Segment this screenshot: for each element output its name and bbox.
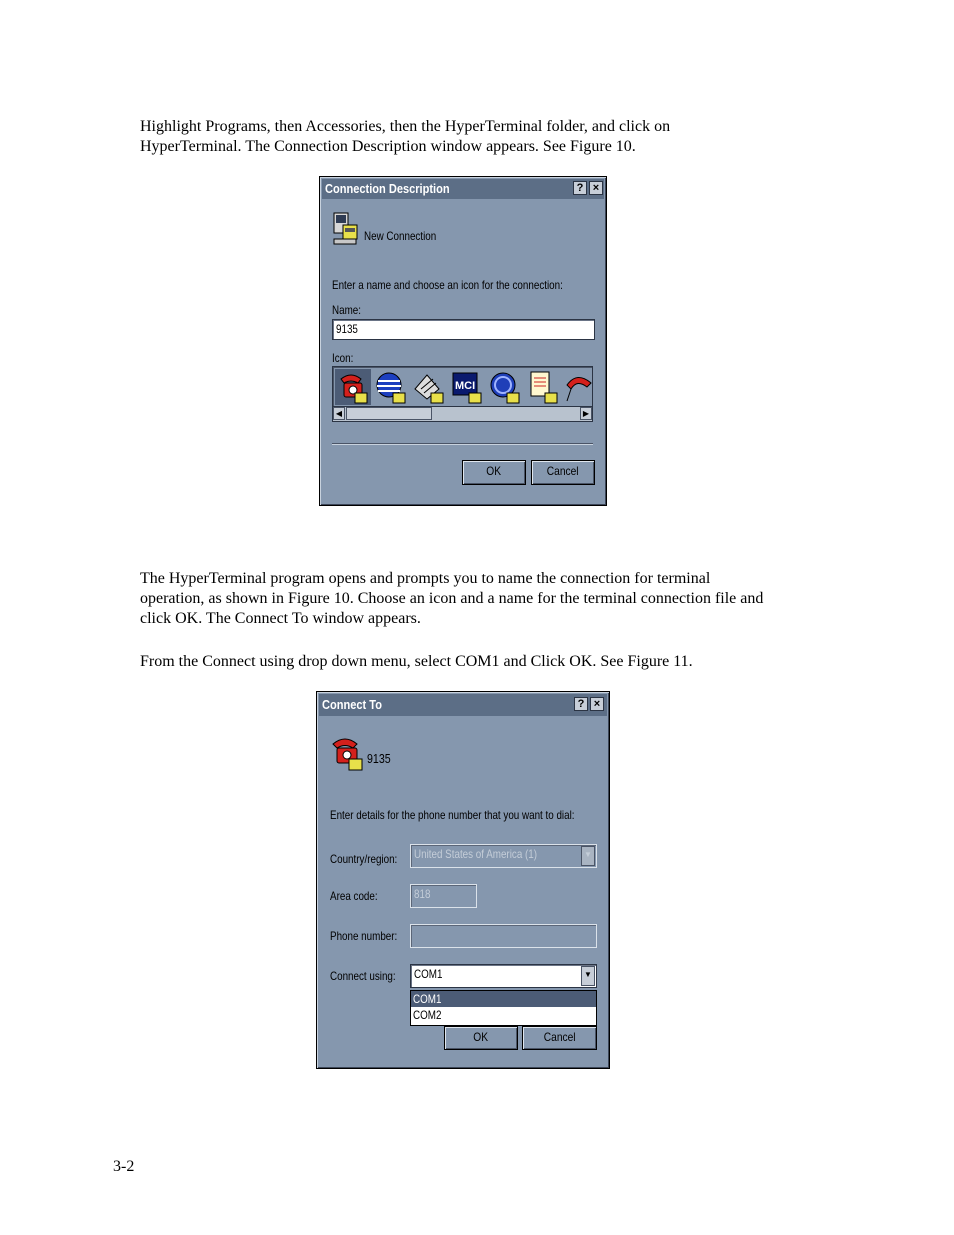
option-com1[interactable]: COM1 — [411, 991, 596, 1007]
intro-paragraph — [140, 117, 670, 157]
help-button[interactable]: ? — [573, 181, 587, 195]
icon-label: Icon: — [332, 351, 354, 365]
connect-using-select[interactable] — [410, 964, 597, 988]
scroll-right-icon[interactable]: ▶ — [580, 407, 592, 420]
page-number: 3-2 — [113, 1158, 135, 1175]
area-code-label: Area code: — [330, 889, 378, 903]
document-icon[interactable] — [525, 369, 561, 405]
option-com2[interactable]: COM2 — [413, 1008, 442, 1022]
ge-icon[interactable] — [487, 369, 523, 405]
middle-paragraph — [140, 569, 763, 629]
connect-to-dialog — [316, 691, 610, 1069]
intro-line-2: HyperTerminal. The Connection Description window appears. See Figure 10. — [140, 138, 636, 155]
help-button[interactable]: ? — [574, 697, 588, 711]
name-label: Name: — [332, 303, 361, 317]
country-value: United States of America (1) — [414, 847, 538, 861]
globe-icon[interactable] — [373, 369, 409, 405]
close-button[interactable]: × — [590, 697, 604, 711]
connect-using-label: Connect using: — [330, 969, 396, 983]
mci-text: MCI — [455, 380, 476, 392]
name-input[interactable] — [332, 319, 595, 340]
icon-picker[interactable] — [332, 366, 593, 422]
new-connection-label: New Connection — [364, 229, 437, 243]
phone-number-input — [410, 924, 597, 948]
dialog-title: Connection Description — [325, 181, 450, 196]
area-code-value: 818 — [414, 887, 431, 901]
cancel-button[interactable]: Cancel — [531, 460, 595, 485]
connect-using-value: COM1 — [414, 967, 443, 981]
middle-line-1: The HyperTerminal program opens and prompts you to name the connection for terminal — [140, 570, 711, 587]
ok-button[interactable]: OK — [462, 460, 526, 485]
connect-using-dropdown-list[interactable] — [410, 990, 597, 1026]
connection-name: 9135 — [367, 751, 391, 766]
middle-line-3: click OK. The Connect To window appears. — [140, 610, 421, 627]
title-bar — [322, 179, 604, 199]
country-label: Country/region: — [330, 852, 398, 866]
close-button[interactable]: × — [589, 181, 603, 195]
connection-prompt: Enter a name and choose an icon for the connection: — [332, 278, 563, 292]
intro-line-1: Highlight Programs, then Accessories, then the HyperTerminal folder, and click on — [140, 118, 671, 135]
phone-icon — [329, 732, 365, 772]
ok-button[interactable]: OK — [444, 1026, 518, 1050]
instruction-line: From the Connect using drop down menu, select COM1 and Click OK. See Figure 11. — [140, 653, 693, 670]
new-connection-icon — [331, 211, 361, 247]
phone-number-label: Phone number: — [330, 929, 398, 943]
scroll-thumb[interactable] — [346, 407, 432, 420]
instruction-paragraph — [140, 652, 693, 672]
connection-description-dialog — [319, 176, 607, 506]
title-bar — [319, 694, 607, 716]
chevron-down-icon: ▼ — [581, 846, 595, 866]
dial-prompt: Enter details for the phone number that you want to dial: — [330, 808, 575, 822]
country-select — [410, 844, 597, 868]
chevron-down-icon[interactable]: ▼ — [581, 966, 595, 986]
mci-icon[interactable] — [449, 369, 485, 405]
satellite-icon[interactable] — [411, 369, 447, 405]
separator — [332, 443, 593, 445]
cancel-button[interactable]: Cancel — [522, 1026, 597, 1050]
icon-scrollbar[interactable] — [333, 406, 592, 421]
middle-line-2: operation, as shown in Figure 10. Choose an icon and a name for the terminal connection file and — [140, 590, 764, 607]
scroll-left-icon[interactable]: ◀ — [333, 407, 345, 420]
area-code-input — [410, 884, 477, 908]
name-input-value: 9135 — [336, 322, 358, 336]
dialog-title: Connect To — [322, 697, 382, 712]
telephone-icon[interactable] — [563, 369, 593, 405]
phone-icon[interactable] — [335, 369, 371, 405]
